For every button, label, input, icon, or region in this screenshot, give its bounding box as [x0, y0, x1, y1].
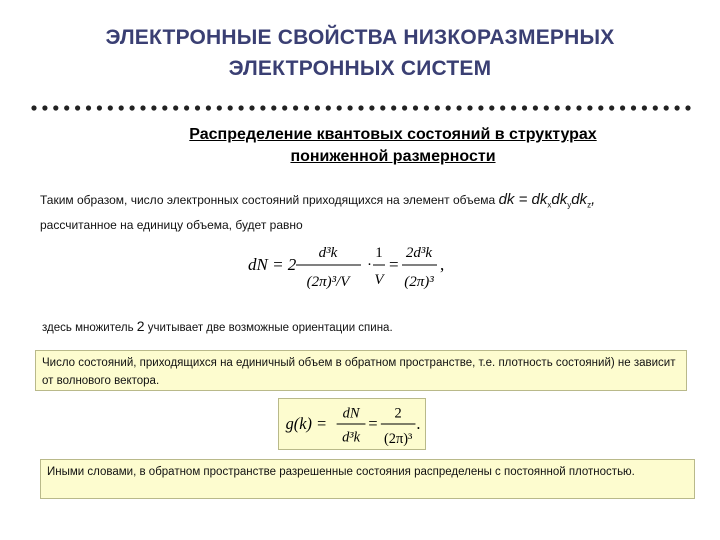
divider-dot	[206, 105, 211, 110]
divider-dot	[140, 105, 145, 110]
paragraph-1-line-1	[40, 190, 690, 215]
highlight-box-density: Число состояний, приходящихся на единичный объем в обратном пространстве, т.е. плотность состояний) не зависит от волнового вектора.	[35, 350, 687, 391]
formula2-num2: 2	[394, 405, 402, 422]
divider-dot	[653, 105, 658, 110]
divider-dot	[75, 105, 80, 110]
divider-dot	[108, 105, 113, 110]
formula1-tail: ,	[440, 255, 445, 274]
divider-dot	[228, 105, 233, 110]
title-line-2: ЭЛЕКТРОННЫХ СИСТЕМ	[228, 57, 492, 80]
spin-note	[42, 318, 682, 334]
formula2-num1: dN	[342, 405, 360, 422]
divider-dot	[566, 105, 571, 110]
formula1-den1: (2π)³/V	[306, 274, 350, 290]
subtitle-line-2: пониженной размерности	[290, 148, 496, 165]
formula-density-dn	[248, 236, 448, 294]
formula1-den3: (2π)³	[404, 274, 434, 290]
divider-dot	[489, 105, 494, 110]
formula-gk	[278, 398, 426, 450]
slide-title	[0, 22, 720, 84]
subtitle-line-1: Распределение квантовых состояний в структурах	[189, 126, 597, 143]
divider-dot	[31, 105, 36, 110]
paragraph-1	[40, 190, 690, 235]
formula1-num1: d³k	[318, 245, 338, 261]
para1-text: Таким образом, число электронных состояний приходящихся на элемент объема	[40, 193, 496, 207]
divider-dot	[478, 105, 483, 110]
note-number: 2	[136, 318, 145, 334]
divider-dot	[664, 105, 669, 110]
divider-dot	[151, 105, 156, 110]
dotted-divider	[30, 104, 692, 112]
formula1-lhs: dN = 2	[248, 255, 297, 274]
divider-dot	[631, 105, 636, 110]
divider-dot	[391, 105, 396, 110]
divider-dot	[435, 105, 440, 110]
divider-dot	[620, 105, 625, 110]
formula1-den2: V	[374, 272, 384, 288]
divider-dot	[337, 105, 342, 110]
title-line-1: ЭЛЕКТРОННЫЕ СВОЙСТВА НИЗКОРАЗМЕРНЫХ	[105, 26, 615, 49]
formula1-num2: 1	[375, 245, 383, 261]
divider-dot	[457, 105, 462, 110]
para1-dkx: dk	[531, 191, 548, 208]
divider-dot	[173, 105, 178, 110]
divider-dot	[598, 105, 603, 110]
divider-dot	[467, 105, 472, 110]
divider-dot	[86, 105, 91, 110]
divider-dot	[413, 105, 418, 110]
divider-dot	[522, 105, 527, 110]
divider-dot	[544, 105, 549, 110]
slide-subtitle	[128, 124, 658, 168]
formula1-dot: ·	[367, 257, 372, 273]
para1-dk: dk	[498, 191, 515, 208]
para1-sub-x: x	[547, 200, 552, 210]
divider-dot	[184, 105, 189, 110]
divider-dot	[511, 105, 516, 110]
formula2-lhs: g(k) =	[285, 413, 328, 433]
divider-dot	[53, 105, 58, 110]
paragraph-1-line-2: рассчитанное на единицу объема, будет равно	[40, 218, 303, 233]
para1-dkz: dk	[571, 191, 588, 208]
divider-dot	[424, 105, 429, 110]
divider-dot	[533, 105, 538, 110]
divider-dot	[293, 105, 298, 110]
formula2-den1: d³k	[342, 429, 360, 446]
divider-dot	[402, 105, 407, 110]
divider-dot	[685, 105, 690, 110]
divider-dot	[42, 105, 47, 110]
formula1-eq: =	[389, 255, 399, 274]
formula1-num3: 2d³k	[405, 245, 433, 261]
para1-sub-y: y	[567, 200, 572, 210]
divider-dot	[358, 105, 363, 110]
divider-dot	[642, 105, 647, 110]
formula2-eq: =	[368, 413, 378, 433]
divider-dot	[217, 105, 222, 110]
divider-dot	[130, 105, 135, 110]
divider-dot	[609, 105, 614, 110]
divider-dot	[282, 105, 287, 110]
divider-dot	[97, 105, 102, 110]
formula2-tail: .	[416, 413, 421, 433]
para1-dky: dk	[551, 191, 568, 208]
divider-dot	[64, 105, 69, 110]
divider-dot	[500, 105, 505, 110]
note-suffix: учитывает две возможные ориентации спина.	[144, 322, 393, 334]
divider-dot	[348, 105, 353, 110]
divider-dot	[119, 105, 124, 110]
divider-dot	[239, 105, 244, 110]
divider-dot	[555, 105, 560, 110]
formula2-den2: (2π)³	[383, 431, 413, 448]
divider-dot	[195, 105, 200, 110]
divider-dot	[380, 105, 385, 110]
divider-dot	[326, 105, 331, 110]
divider-dot	[315, 105, 320, 110]
divider-dot	[369, 105, 374, 110]
note-prefix: здесь множитель	[42, 322, 137, 334]
divider-dot	[304, 105, 309, 110]
divider-dot	[249, 105, 254, 110]
highlight-box-conclusion: Иными словами, в обратном пространстве разрешенные состояния распределены с постоянной плотностью.	[40, 459, 695, 499]
divider-dot	[260, 105, 265, 110]
para1-comma: ,	[591, 191, 596, 208]
para1-eq: =	[514, 191, 532, 208]
divider-dot	[587, 105, 592, 110]
para1-sub-z: z	[587, 200, 592, 210]
divider-dot	[271, 105, 276, 110]
divider-dot	[162, 105, 167, 110]
divider-dot	[446, 105, 451, 110]
divider-dot	[576, 105, 581, 110]
divider-dot	[675, 105, 680, 110]
